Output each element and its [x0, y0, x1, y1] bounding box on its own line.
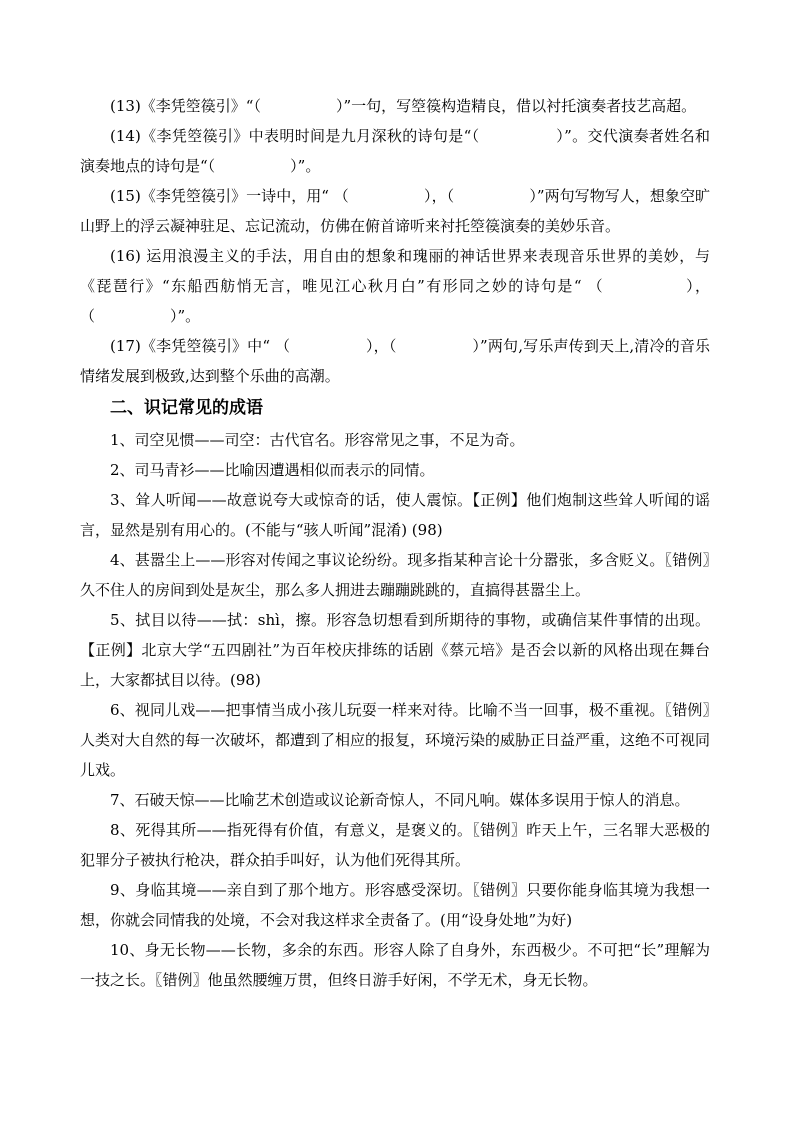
question-17: (17)《李凭箜篌引》中“ （ ），（ ）”两句,写乐声传到天上,清冷的音乐情绪发展到极致,达到整个乐曲的高潮。 — [80, 337, 710, 385]
idiom-item-10: 10、身无长物——长物，多余的东西。形容人除了自身外，东西极少。不可把“长”理解为一技之长。〖错例〗他虽然腰缠万贯，但终日游手好闲，不学无术，身无长物。 — [80, 941, 710, 989]
question-15: (15)《李凭箜篌引》一诗中，用“ （ ），（ ）”两句写物写人，想象空旷山野上的浮云凝神驻足、忘记流动，仿佛在俯首谛听来衬托箜篌演奏的美妙乐音。 — [80, 187, 710, 235]
idiom-item-2: 2、司马青衫——比喻因遭遇相似而表示的同情。 — [110, 461, 435, 479]
idiom-item-4: 4、甚嚣尘上——形容对传闻之事议论纷纷。现多指某种言论十分嚣张，多含贬义。〖错例〗久不住人的房间到处是灰尘，那么多人拥进去蹦蹦跳跳的，直搞得甚嚣尘上。 — [80, 551, 710, 599]
question-13: (13)《李凭箜篌引》“（ ）”一句，写箜篌构造精良，借以衬托演奏者技艺高超。 — [110, 97, 697, 115]
idiom-item-9: 9、身临其境——亲自到了那个地方。形容感受深切。〖错例〗只要你能身临其境为我想一想，你就会同情我的处境，不会对我这样求全责备了。(用“设身处地”为好) — [80, 881, 710, 929]
idiom-item-1: 1、司空见惯——司空：古代官名。形容常见之事，不足为奇。 — [110, 431, 525, 449]
question-14: (14)《李凭箜篌引》中表明时间是九月深秋的诗句是“（ ）”。交代演奏者姓名和演奏地点的诗句是“（ ）”。 — [80, 127, 710, 175]
idiom-item-6: 6、视同儿戏——把事情当成小孩儿玩耍一样来对待。比喻不当一回事，极不重视。〖错例〗人类对大自然的每一次破坏，都遭到了相应的报复，环境污染的威胁正日益严重，这绝不可视同儿戏。 — [80, 701, 711, 779]
section-title: 二、识记常见的成语 — [110, 398, 263, 418]
idiom-item-5: 5、拭目以待——拭：shì，擦。形容急切想看到所期待的事物，或确信某件事情的出现。【正例】北京大学“五四剧社”为百年校庆排练的话剧《蔡元培》是否会以新的风格出现在舞台上，大家都拭目以待。(98) — [80, 611, 710, 689]
idiom-item-3: 3、耸人听闻——故意说夸大或惊奇的话，使人震惊。【正例】他们炮制这些耸人听闻的谣言，显然是别有用心的。(不能与“骇人听闻”混淆) (98) — [80, 491, 710, 539]
idiom-item-8: 8、死得其所——指死得有价值，有意义，是褒义的。〖错例〗昨天上午，三名罪大恶极的犯罪分子被执行枪决，群众拍手叫好，认为他们死得其所。 — [80, 821, 710, 869]
question-16: (16) 运用浪漫主义的手法，用自由的想象和瑰丽的神话世界来表现音乐世界的美妙，与《琵琶行》“东船西舫悄无言，唯见江心秋月白”有形同之妙的诗句是“ （ ），（ ）”。 — [80, 247, 710, 325]
idiom-item-7: 7、石破天惊——比喻艺术创造或议论新奇惊人，不同凡响。媒体多误用于惊人的消息。 — [110, 791, 690, 809]
